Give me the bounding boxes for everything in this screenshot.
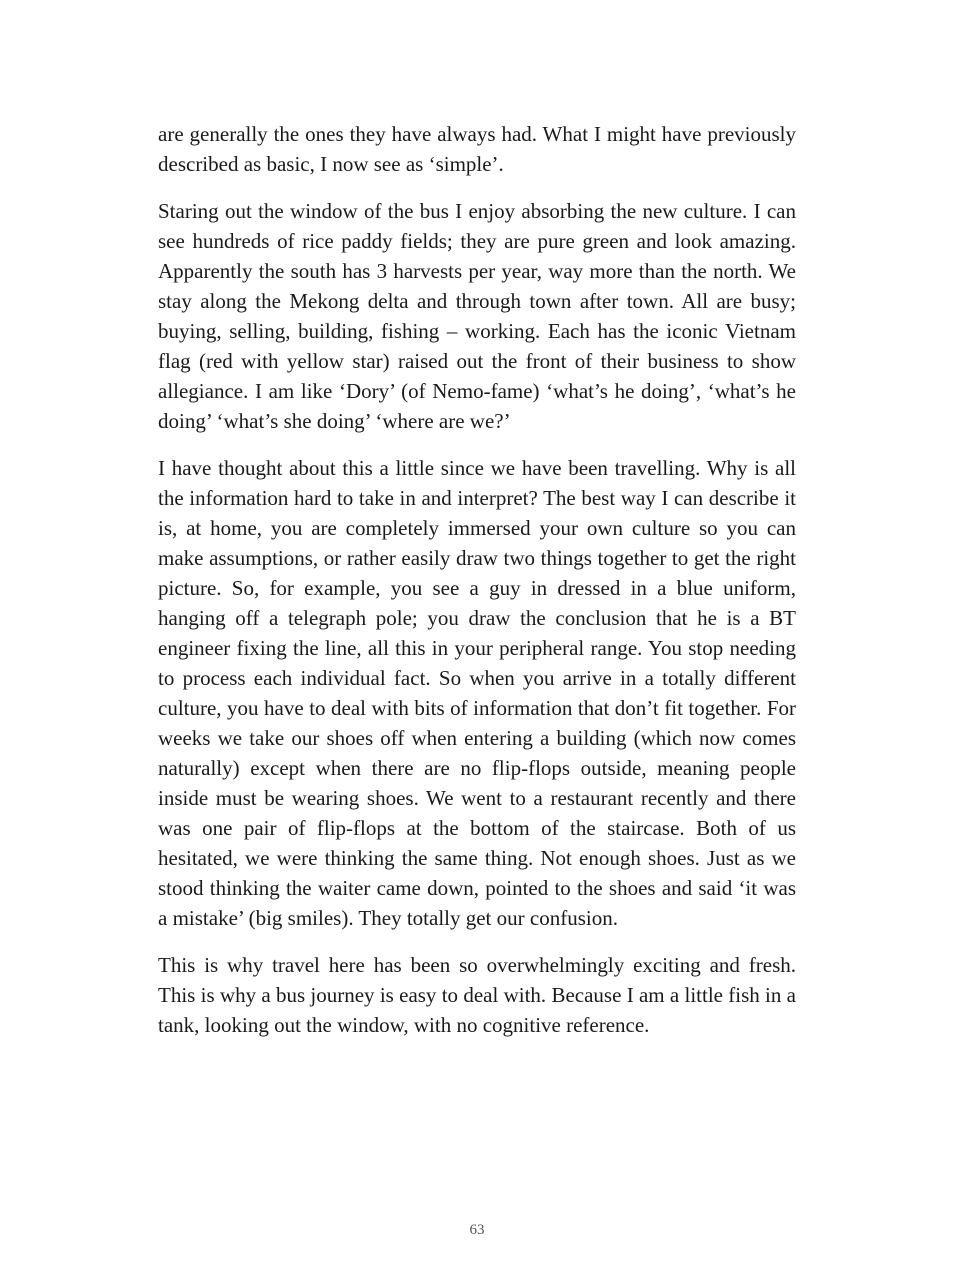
page-number: 63: [469, 1222, 485, 1238]
paragraph-4: This is why travel here has been so overwhelmingly exciting and fresh. This is why a bus journey is easy to deal with. Because I am a little fish in a tank, looking out the window, with no cognitive reference.: [158, 953, 796, 1037]
paragraph-2: Staring out the window of the bus I enjoy absorbing the new culture. I can see hundreds of rice paddy fields; they are pure green and look amazing. Apparently the south has 3 harvests per year, way more than the north. We stay along the Mekong delta and through town after town. All are busy; buying, selling, building, fishing – working. Each has the iconic Vietnam flag (red with yellow star) raised out the front of their business to show allegiance. I am like ‘Dory’ (of Nemo-fame) ‘what’s he doing’, ‘what’s he doing’ ‘what’s she doing’ ‘where are we?’: [158, 199, 796, 433]
paragraph-1: are generally the ones they have always had. What I might have previously described as basic, I now see as ‘simple’.: [158, 122, 796, 176]
paragraph-3: I have thought about this a little since we have been travelling. Why is all the information hard to take in and interpret? The best way I can describe it is, at home, you are completely immersed your own culture so you can make assumptions, or rather easily draw two things together to get the right picture. So, for example, you see a guy in dressed in a blue uniform, hanging off a telegraph pole; you draw the conclusion that he is a BT engineer fixing the line, all this in your peripheral range. You stop needing to process each individual fact. So when you arrive in a totally different culture, you have to deal with bits of information that don’t fit together. For weeks we take our shoes off when entering a building (which now comes naturally) except when there are no flip-flops outside, meaning people inside must be wearing shoes. We went to a restaurant recently and there was one pair of flip-flops at the bottom of the staircase. Both of us hesitated, we were thinking the same thing. Not enough shoes. Just as we stood thinking the waiter came down, pointed to the shoes and said ‘it was a mistake’ (big smiles). They totally get our confusion.: [158, 456, 796, 930]
page-body: [158, 119, 796, 1057]
